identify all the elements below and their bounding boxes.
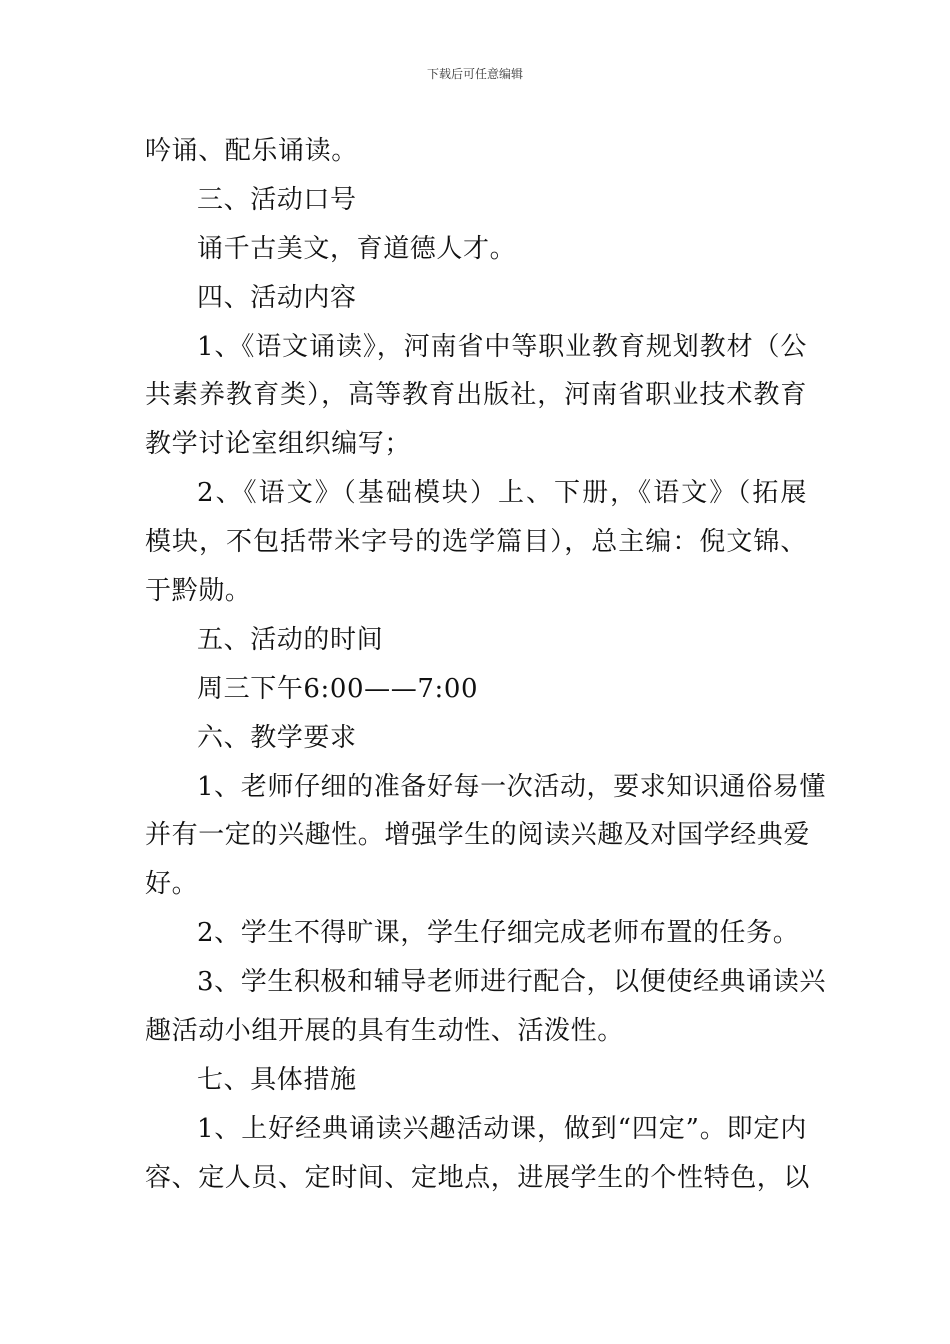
text-line: 容、定人员、定时间、定地点，进展学生的个性特色，以 [145, 1162, 811, 1193]
document-body [145, 127, 826, 1203]
text-line: 模块，不包括带米字号的选学篇目），总主编：倪文锦、 [145, 527, 807, 558]
text-line: 五、活动的时间 [197, 624, 384, 655]
text-line: 1、《语文诵读》，河南省中等职业教育规划教材（公 [197, 331, 807, 362]
text-line: 六、教学要求 [197, 722, 357, 753]
text-line: 诵千古美文，育道德人才。 [197, 233, 517, 264]
text-line: 好。 [145, 869, 199, 900]
text-line: 趣活动小组开展的具有生动性、活泼性。 [145, 1016, 624, 1047]
text-line: 2、《语文》（基础模块）上、下册，《语文》（拓展 [197, 478, 807, 509]
text-line: 1、上好经典诵读兴趣活动课，做到“四定”。即定内 [197, 1113, 807, 1144]
text-line: 2、学生不得旷课，学生仔细完成老师布置的任务。 [197, 918, 800, 949]
text-line: 吟诵、配乐诵读。 [145, 136, 358, 166]
text-line: 七、具体措施 [197, 1064, 357, 1095]
text-line: 周三下午6:00——7:00 [197, 673, 479, 704]
text-line: 教学讨论室组织编写； [145, 429, 412, 460]
text-line: 并有一定的兴趣性。增强学生的阅读兴趣及对国学经典爱 [145, 820, 811, 851]
text-line: 1、老师仔细的准备好每一次活动，要求知识通俗易懂 [197, 771, 826, 802]
page-header: 下载后可任意编辑 [426, 67, 523, 81]
text-line: 3、学生积极和辅导老师进行配合，以便使经典诵读兴 [197, 967, 826, 998]
text-line: 四、活动内容 [197, 282, 357, 313]
text-line: 三、活动口号 [197, 184, 357, 215]
text-line: 于黔勋。 [145, 576, 252, 607]
text-line: 共素养教育类），高等教育出版社，河南省职业技术教育 [145, 380, 807, 411]
